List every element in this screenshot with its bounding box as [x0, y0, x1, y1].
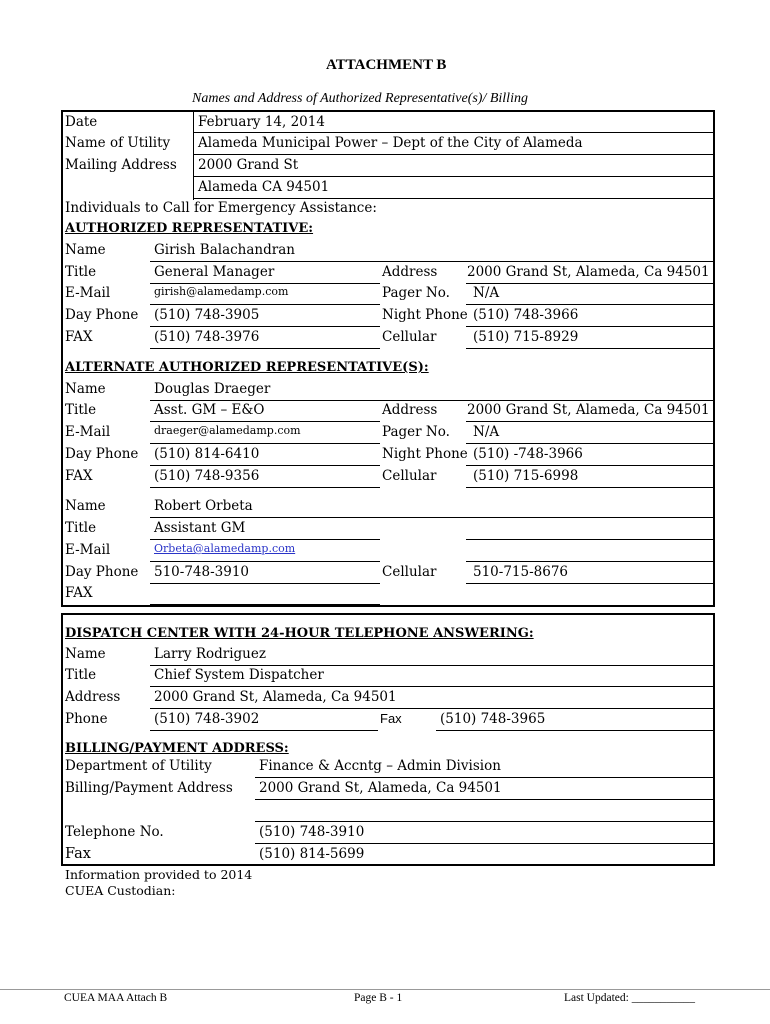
- alt1-fax[interactable]: (510) 748-9356: [154, 468, 260, 484]
- utility-label: Name of Utility: [65, 135, 171, 151]
- dispatch-title[interactable]: Chief System Dispatcher: [154, 667, 324, 683]
- auth-title-label: Title: [65, 264, 97, 280]
- alt1-title-label: Title: [65, 402, 97, 418]
- auth-email[interactable]: girish@alamedamp.com: [154, 285, 289, 298]
- billing-tel-label: Telephone No.: [65, 824, 164, 840]
- dispatch-name[interactable]: Larry Rodriguez: [154, 646, 266, 662]
- billing-address-label: Billing/Payment Address: [65, 780, 233, 796]
- auth-name-label: Name: [65, 242, 106, 258]
- dispatch-title-label: Title: [65, 667, 97, 683]
- billing-fax-label: Fax: [65, 846, 91, 862]
- dispatch-address-label: Address: [65, 689, 121, 705]
- info-line2: CUEA Custodian:: [65, 883, 176, 898]
- auth-title[interactable]: General Manager: [154, 264, 275, 280]
- auth-fax-label: FAX: [65, 329, 93, 345]
- alt2-cell[interactable]: 510-715-8676: [473, 564, 569, 580]
- footer-page: Page B - 1: [354, 992, 403, 1004]
- mailing-line1[interactable]: 2000 Grand St: [198, 157, 299, 173]
- auth-pager[interactable]: N/A: [473, 285, 500, 301]
- alt2-title-label: Title: [65, 520, 97, 536]
- auth-cell-label: Cellular: [382, 329, 437, 345]
- auth-address[interactable]: 2000 Grand St, Alameda, Ca 94501: [467, 264, 710, 280]
- emergency-label: Individuals to Call for Emergency Assistance:: [65, 200, 377, 216]
- alt1-dayphone[interactable]: (510) 814-6410: [154, 446, 260, 462]
- auth-pager-label: Pager No.: [382, 285, 450, 301]
- alt1-title[interactable]: Asst. GM – E&O: [154, 402, 265, 418]
- dispatch-address[interactable]: 2000 Grand St, Alameda, Ca 94501: [154, 689, 397, 705]
- mailing-line2[interactable]: Alameda CA 94501: [198, 179, 330, 195]
- alt2-cell-label: Cellular: [382, 564, 437, 580]
- alt1-name[interactable]: Douglas Draeger: [154, 381, 271, 397]
- alt2-title[interactable]: Assistant GM: [154, 520, 246, 536]
- alt1-pager[interactable]: N/A: [473, 424, 500, 440]
- alt2-fax-label: FAX: [65, 585, 93, 601]
- alt1-nightphone[interactable]: (510) -748-3966: [473, 446, 583, 462]
- billing-heading: BILLING/PAYMENT ADDRESS:: [65, 741, 289, 756]
- dispatch-name-label: Name: [65, 646, 106, 662]
- billing-dept[interactable]: Finance & Accntg – Admin Division: [259, 758, 501, 774]
- auth-name[interactable]: Girish Balachandran: [154, 242, 295, 258]
- auth-cell[interactable]: (510) 715-8929: [473, 329, 579, 345]
- billing-fax[interactable]: (510) 814-5699: [259, 846, 365, 862]
- alt1-cell[interactable]: (510) 715-6998: [473, 468, 579, 484]
- dispatch-phone-label: Phone: [65, 711, 108, 727]
- alt1-email[interactable]: draeger@alamedamp.com: [154, 424, 301, 437]
- page-title: ATTACHMENT B: [326, 57, 447, 73]
- dispatch-heading: DISPATCH CENTER WITH 24-HOUR TELEPHONE ANSWERING:: [65, 626, 534, 641]
- auth-fax[interactable]: (510) 748-3976: [154, 329, 260, 345]
- billing-tel[interactable]: (510) 748-3910: [259, 824, 365, 840]
- alternate-heading: ALTERNATE AUTHORIZED REPRESENTATIVE(S):: [65, 360, 429, 375]
- alt1-address[interactable]: 2000 Grand St, Alameda, Ca 94501: [467, 402, 710, 418]
- page-subtitle: Names and Address of Authorized Representative(s)/ Billing: [192, 91, 528, 106]
- info-line1: Information provided to 2014: [65, 867, 253, 882]
- alt1-pager-label: Pager No.: [382, 424, 450, 440]
- auth-address-label: Address: [382, 264, 438, 280]
- alt1-fax-label: FAX: [65, 468, 93, 484]
- alt1-cell-label: Cellular: [382, 468, 437, 484]
- auth-dayphone[interactable]: (510) 748-3905: [154, 307, 260, 323]
- alt1-dayphone-label: Day Phone: [65, 446, 139, 462]
- alt2-email-link[interactable]: Orbeta@alamedamp.com: [154, 542, 296, 555]
- alt1-name-label: Name: [65, 381, 106, 397]
- alt2-dayphone-label: Day Phone: [65, 564, 139, 580]
- date-value[interactable]: February 14, 2014: [198, 114, 325, 130]
- alt1-email-label: E-Mail: [65, 424, 111, 440]
- dispatch-fax-label: Fax: [380, 711, 402, 726]
- footer-last-updated: Last Updated: ___________: [564, 992, 695, 1004]
- alt1-nightphone-label: Night Phone: [382, 446, 468, 462]
- utility-value[interactable]: Alameda Municipal Power – Dept of the City of Alameda: [198, 135, 583, 151]
- alt2-name[interactable]: Robert Orbeta: [154, 498, 253, 514]
- alt1-address-label: Address: [382, 402, 438, 418]
- dispatch-fax[interactable]: (510) 748-3965: [440, 711, 546, 727]
- date-label: Date: [65, 114, 98, 130]
- authorized-heading: AUTHORIZED REPRESENTATIVE:: [65, 221, 314, 236]
- alt2-email-label: E-Mail: [65, 542, 111, 558]
- auth-dayphone-label: Day Phone: [65, 307, 139, 323]
- auth-email-label: E-Mail: [65, 285, 111, 301]
- auth-nightphone-label: Night Phone: [382, 307, 468, 323]
- dispatch-phone[interactable]: (510) 748-3902: [154, 711, 260, 727]
- footer-left: CUEA MAA Attach B: [64, 992, 168, 1004]
- auth-nightphone[interactable]: (510) 748-3966: [473, 307, 579, 323]
- alt2-dayphone[interactable]: 510-748-3910: [154, 564, 250, 580]
- billing-dept-label: Department of Utility: [65, 758, 212, 774]
- footer-rule: [0, 989, 770, 990]
- alt2-name-label: Name: [65, 498, 106, 514]
- mailing-label: Mailing Address: [65, 157, 177, 173]
- billing-address[interactable]: 2000 Grand St, Alameda, Ca 94501: [259, 780, 502, 796]
